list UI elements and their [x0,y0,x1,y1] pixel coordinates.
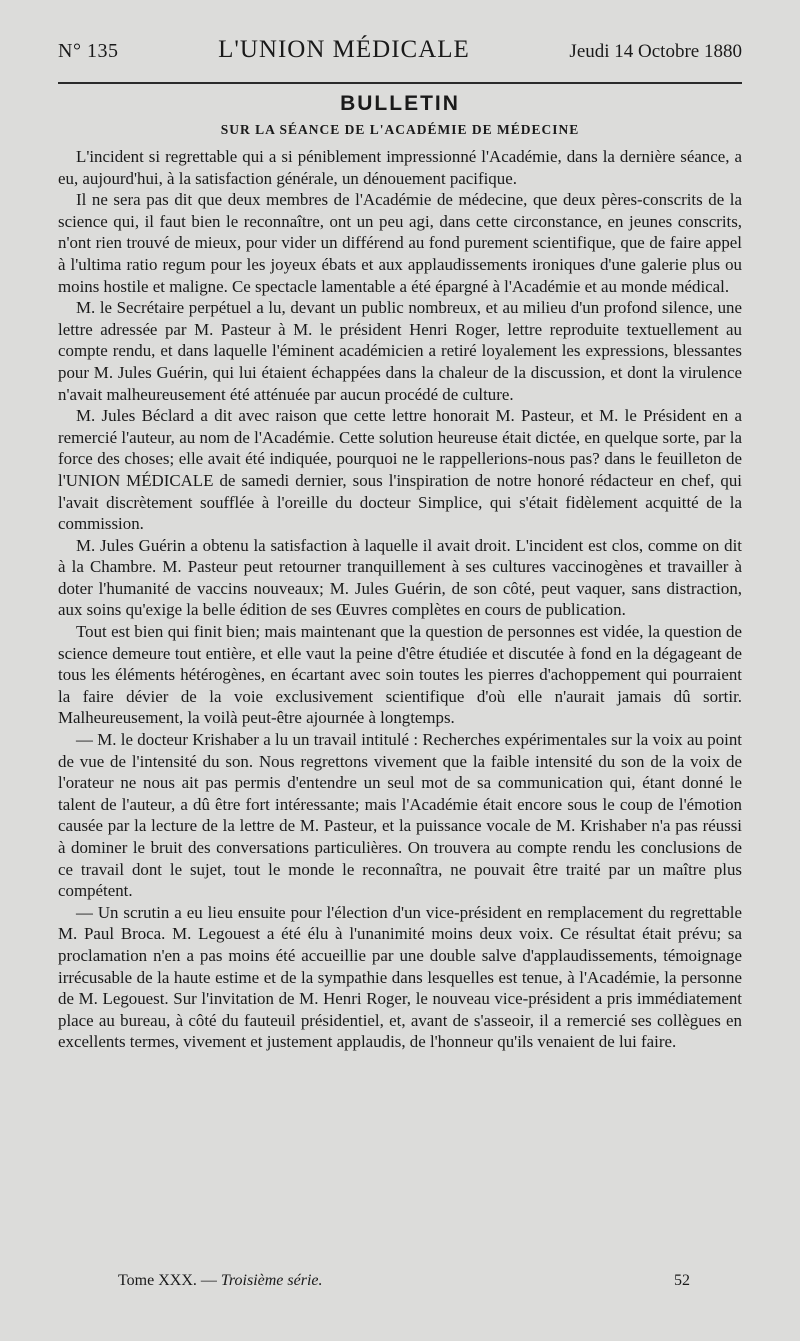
journal-title: L'UNION MÉDICALE [218,36,470,63]
paragraph-8: — Un scrutin a eu lieu ensuite pour l'élection d'un vice-président en remplacement du regrettable M. Paul Broca. M. Legouest a été élu à l'unanimité moins deux voix. Ce résultat était prévu; sa proclamation n'en a pas moins été accueillie par une double salve d'applaudissements, témoignage irrécusable de la haute estime et de la sympathie dans lesquelles est tenue, à l'Académie, la personne de M. Legouest. Sur l'invitation de M. Henri Roger, le nouveau vice-président a pris immédiatement place au bureau, à côté du fauteuil présidentiel, et, avant de s'asseoir, il a remercié ses collègues en excellents termes, vivement et justement applaudis, de l'honneur qu'ils venaient de lui faire. [58,902,742,1052]
series-label: Troisième série. [220,1272,323,1289]
volume-info [118,1272,323,1290]
paragraph-1: L'incident si regrettable qui a si péniblement impressionné l'Académie, dans la dernière séance, a eu, aujourd'hui, à la satisfaction générale, un dénouement pacifique. [58,147,742,188]
page-footer [118,1272,690,1290]
article-subtitle: SUR LA SÉANCE DE L'ACADÉMIE DE MÉDECINE [220,122,580,137]
paragraph-6: Tout est bien qui finit bien; mais maintenant que la question de personnes est vidée, la question de science demeure tout entière, et elle vaut la peine d'être étudiée et discutée à fond en la dégageant de tous les éléments hétérogènes, en écartant avec soin toutes les pierres d'achoppement qui pourraient la faire dévier de la voie exclusivement scientifique d'où elle n'aurait jamais dû sortir. Malheureusement, la voilà peut-être ajournée à longtemps. [58,622,742,728]
article-body [58,146,742,1053]
header-rule [58,82,742,84]
issue-number: N° 135 [58,40,119,62]
article-title: BULLETIN [340,92,460,115]
paragraph-7: — M. le docteur Krishaber a lu un travail intitulé : Recherches expérimentales sur la voix au point de vue de l'intensité du son. Nous regrettons vivement que la faible intensité du son de la voix de l'orateur ne nous ait pas permis d'entendre un seul mot de sa communication qui, étant donné le talent de l'auteur, a dû être fort intéressante; mais l'Académie était encore sous le coup de l'émotion causée par la lecture de la lettre de M. Pasteur, et la puissance vocale de M. Krishaber n'a pas réussi à dominer le bruit des conversations particulières. On trouvera au compte rendu les conclusions de ce travail dont le sujet, tout le monde le reconnaîtra, ne pouvait être traité par un maître plus compétent. [58,730,742,901]
paragraph-3: M. le Secrétaire perpétuel a lu, devant un public nombreux, et au milieu d'un profond silence, une lettre adressée par M. Pasteur à M. le président Henri Roger, lettre reproduite textuellement au compte rendu, et dans laquelle l'éminent académicien a retiré loyalement les expressions, blessantes pour M. Jules Guérin, qui lui étaient échappées dans la chaleur de la discussion, et dont la virulence n'avait malheureusement été atténuée par aucun procédé de culture. [58,298,742,404]
page-header [58,36,742,80]
issue-date: Jeudi 14 Octobre 1880 [569,41,742,62]
paragraph-2: Il ne sera pas dit que deux membres de l'Académie de médecine, que deux pères-conscrits de la science qui, il faut bien le reconnaître, ont un peu agi, dans cette circonstance, en jeunes conscrits, n'ont rien trouvé de mieux, pour vider un différend au fond purement scientifique, que de faire appel à l'ultima ratio regum pour les joyeux ébats et aux applaudissements ironiques d'une galerie plus ou moins hostile et maligne. Ce spectacle lamentable a été épargné à l'Académie et au monde médical. [58,190,742,296]
volume-label: Tome XXX. — [118,1272,221,1289]
paragraph-4: M. Jules Béclard a dit avec raison que cette lettre honorait M. Pasteur, et M. le Président en a remercié l'auteur, au nom de l'Académie. Cette solution heureuse était dictée, en quelque sorte, par la force des choses; elle avait été indiquée, pourquoi ne le rappellerions-nous pas? dans le feuilleton de l'UNION MÉDICALE de samedi dernier, sous l'inspiration de notre honoré rédacteur en chef, qui l'avait discrètement soufflée à l'oreille du docteur Simplice, qui s'était fidèlement acquitté de la commission. [58,406,742,534]
page-number: 52 [674,1272,690,1289]
paragraph-5: M. Jules Guérin a obtenu la satisfaction à laquelle il avait droit. L'incident est clos, comme on dit à la Chambre. M. Pasteur peut retourner tranquillement à ses cultures vaccinogènes et travailler à doter l'humanité de vaccins nouveaux; M. Jules Guérin, de son côté, peut vaquer, sans distraction, aux soins qu'exige la belle édition de ses Œuvres complètes en cours de publication. [58,535,742,620]
